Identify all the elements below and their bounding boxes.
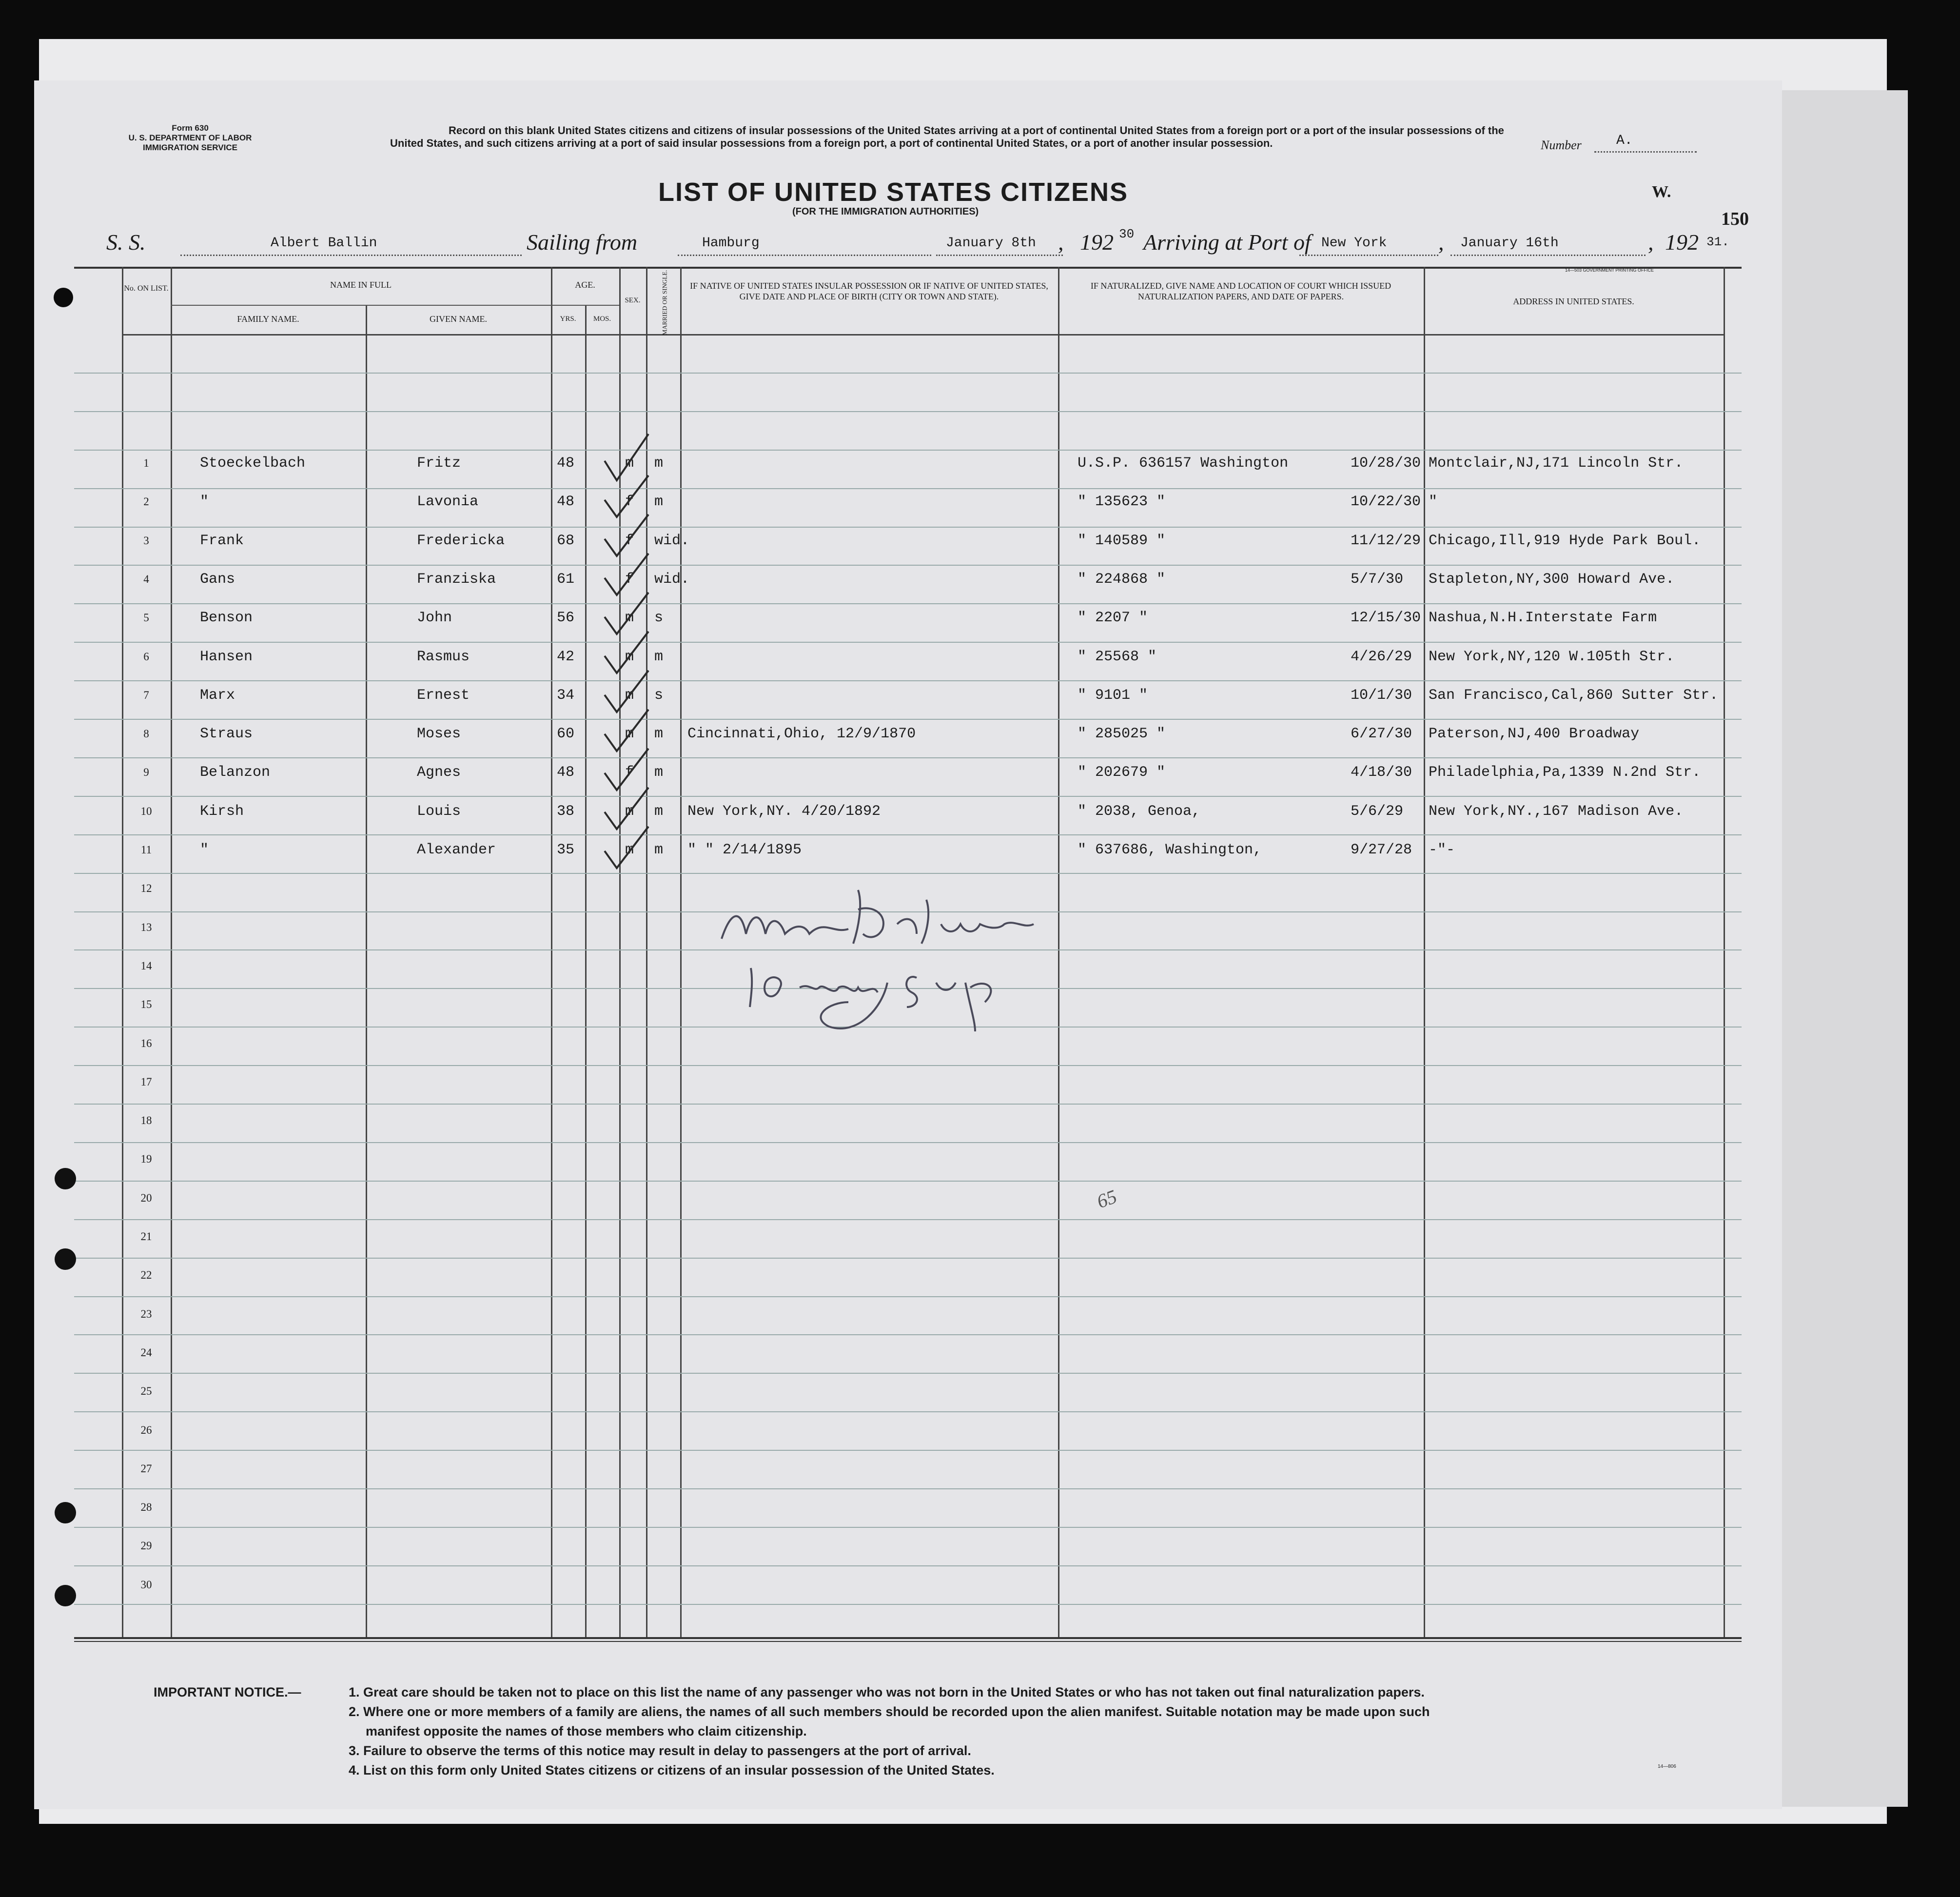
cell-family: Gans [200,571,235,588]
row-rule [74,1488,1742,1489]
cell-family: Belanzon [200,764,271,781]
cell-nat-date: 12/15/30 [1351,610,1421,626]
page-number: 150 [1721,209,1749,229]
cell-given: Agnes [417,764,461,781]
arrival-date-line [1450,255,1646,256]
row-rule [74,719,1742,720]
col-address-header: ADDRESS IN UNITED STATES. [1513,296,1634,306]
cell-nat: " 224868 " [1078,571,1166,588]
cell-address: San Francisco,Cal,860 Sutter Str. [1429,687,1719,704]
cell-nat: " 285025 " [1078,726,1166,742]
row-number: 11 [140,844,152,856]
row-rule [74,411,1742,412]
col-married-wrap [622,270,680,335]
row-rule [74,603,1742,604]
empty-row-number: 14 [140,960,152,972]
comma: , [1648,230,1654,255]
row-number: 9 [143,766,149,778]
cell-sex: m [625,726,634,742]
cell-yrs: 68 [557,533,575,549]
binder-hole [55,1168,76,1189]
empty-row-number: 16 [140,1037,152,1049]
row-rule [74,757,1742,758]
cell-sex: m [625,610,634,626]
cell-sex: m [625,649,634,665]
cell-address: Stapleton,NY,300 Howard Ave. [1429,571,1675,588]
cell-yrs: 61 [557,571,575,588]
cell-given: Rasmus [417,649,470,665]
table-top-rule [74,267,1742,269]
sailing-port: Hamburg [702,236,760,251]
row-rule [74,642,1742,643]
cell-family: " [200,842,209,858]
arrival-date: January 16th [1460,236,1559,251]
form-instructions: Record on this blank United States citizens and citizens of insular possessions of the United States arriving at a port of continental United States from a foreign port or a port of the insular possessions of the United States, and such citizens arriving at a port of said insular possessions from a foreign port, a port of continental United States, or a port of another insular possession. [390,124,1504,149]
notice-heading: IMPORTANT NOTICE.— [154,1685,301,1699]
row-rule [74,796,1742,797]
cell-ms: m [654,764,664,781]
row-rule [74,680,1742,681]
cell-yrs: 60 [557,726,575,742]
row-rule [74,450,1742,451]
row-rule [74,1604,1742,1605]
row-number: 10 [140,805,152,817]
cell-family: Hansen [200,649,253,665]
comma: , [1438,230,1444,255]
ship-name: Albert Ballin [271,236,377,251]
arrival-port-line [1299,255,1438,256]
form-title: LIST OF UNITED STATES CITIZENS [658,178,1128,207]
binder-hole [55,1248,76,1270]
cell-ms: s [654,610,664,626]
cell-sex: m [625,455,634,472]
cell-sex: m [625,687,634,704]
row-rule [74,834,1742,835]
row-rule [74,1104,1742,1105]
arrival-year-suffix: 31. [1706,235,1729,249]
col-sex-header: SEX. [625,296,641,304]
empty-row-number: 20 [140,1192,152,1204]
col-mos-header: MOS. [593,315,611,323]
cell-family: Frank [200,533,244,549]
cell-yrs: 34 [557,687,575,704]
cell-yrs: 35 [557,842,575,858]
cell-yrs: 48 [557,455,575,472]
empty-row-number: 18 [140,1114,152,1126]
cell-family: Kirsh [200,803,244,820]
row-rule [74,1527,1742,1528]
cell-given: Fredericka [417,533,505,549]
cell-given: Lavonia [417,494,479,510]
cell-nat-date: 11/12/29 [1351,533,1421,549]
cell-address: Montclair,NJ,171 Lincoln Str. [1429,455,1684,472]
empty-row-number: 27 [140,1462,152,1475]
arrival-port: New York [1321,236,1387,251]
comma: , [1058,230,1064,255]
row-number: 5 [143,612,149,624]
cell-given: Louis [417,803,461,820]
row-rule [74,1565,1742,1566]
sailing-date: January 8th [946,236,1036,251]
notice-item-2: 2. Where one or more members of a family are aliens, the names of all such members should be recorded upon the alien manifest. Suitable notation may be made upon such [349,1704,1430,1719]
row-rule [74,488,1742,489]
cell-nat-date: 6/27/30 [1351,726,1412,742]
row-number: 6 [143,651,149,663]
notice-item-2-cont: manifest opposite the names of those members who claim citizenship. [366,1724,807,1739]
cell-given: Alexander [417,842,496,858]
ship-line [180,255,522,256]
row-rule [74,1450,1742,1451]
cell-nat: " 637686, Washington, [1078,842,1262,858]
sailing-year-suffix: 30 [1119,227,1135,241]
cell-ms: m [654,803,664,820]
cell-address: Philadelphia,Pa,1339 N.2nd Str. [1429,764,1701,781]
cell-address: New York,NY,120 W.105th Str. [1429,649,1675,665]
inspector-signature [712,861,1117,1036]
notice-item-3: 3. Failure to observe the terms of this notice may result in delay to passengers at the port of arrival. [349,1743,971,1758]
cell-ms: m [654,726,664,742]
binder-hole [54,288,73,307]
row-number: 7 [143,689,149,701]
cell-address: New York,NY.,167 Madison Ave. [1429,803,1684,820]
sailing-label: Sailing from [527,230,638,255]
row-rule [74,1373,1742,1374]
cell-family: " [200,494,209,510]
cell-nat: " 202679 " [1078,764,1166,781]
empty-row-number: 22 [140,1269,152,1281]
row-rule [74,1258,1742,1259]
cell-ms: wid. [654,571,690,588]
cell-yrs: 48 [557,494,575,510]
row-rule [74,1411,1742,1412]
cell-address: " [1429,494,1438,510]
row-rule [74,1065,1742,1066]
row-rule [74,1181,1742,1182]
cell-address: Paterson,NJ,400 Broadway [1429,726,1640,742]
cell-nat: " 2038, Genoa, [1078,803,1201,820]
form-identity [107,123,273,153]
row-number: 3 [143,534,149,547]
stray-pencil-mark: 65 [1094,1185,1120,1213]
empty-row-number: 12 [140,882,152,894]
ss-label: S. S. [106,230,146,255]
col-no-header: No. ON LIST. [124,284,169,293]
cell-nat-date: 4/26/29 [1351,649,1412,665]
cell-sex: f [625,494,634,510]
row-number: 8 [143,728,149,740]
sailing-date-line [936,255,1063,256]
row-rule [74,1334,1742,1335]
col-naturalized-header: IF NATURALIZED, GIVE NAME AND LOCATION OF COURT WHICH ISSUED NATURALIZATION PAPERS, AND DATE OF PAPERS. [1090,281,1392,301]
cell-nat-date: 5/7/30 [1351,571,1404,588]
manifest-sheet [34,80,1782,1809]
cell-nat-date: 9/27/28 [1351,842,1412,858]
cell-sex: m [625,803,634,820]
cell-sex: f [625,764,634,781]
col-divider [366,305,367,1637]
col-married-header: MARRIED OR SINGLE. [661,270,668,335]
form-subtitle: (FOR THE IMMIGRATION AUTHORITIES) [792,206,979,217]
cell-sex: f [625,571,634,588]
col-age-header: AGE. [575,280,595,290]
adjacent-page-edge [1780,90,1908,1807]
arrival-year-prefix: 192 [1665,230,1699,255]
cell-nat-date: 10/28/30 [1351,455,1421,472]
binder-hole [55,1585,76,1606]
cell-nat: U.S.P. 636157 Washington [1078,455,1289,472]
row-rule [74,1219,1742,1220]
cell-address: -"- [1429,842,1455,858]
col-divider [551,267,552,1637]
cell-nat-date: 4/18/30 [1351,764,1412,781]
cell-nat-date: 5/6/29 [1351,803,1404,820]
empty-row-number: 24 [140,1346,152,1359]
col-name-header: NAME IN FULL [330,280,392,290]
cell-address: Nashua,N.H.Interstate Farm [1429,610,1657,626]
row-rule [74,1142,1742,1143]
header-bottom-rule [122,334,1724,336]
empty-row-number: 23 [140,1308,152,1320]
printer-note: 14—503 GOVERNMENT PRINTING OFFICE [1565,268,1654,273]
empty-row-number: 13 [140,921,152,933]
col-divider [1424,267,1425,1637]
cell-nat: " 140589 " [1078,533,1166,549]
service: IMMIGRATION SERVICE [143,143,237,152]
col-divider [1724,267,1725,1637]
empty-row-number: 26 [140,1424,152,1436]
number-label: Number [1541,138,1582,152]
checkmark-column [595,329,702,875]
notice-item-4: 4. List on this form only United States citizens or citizens of an insular possession of the United States. [349,1763,995,1778]
cell-nat-date: 10/1/30 [1351,687,1412,704]
cell-yrs: 48 [557,764,575,781]
number-value: A. [1616,133,1633,148]
binder-hole [55,1502,76,1523]
cell-nat: " 2207 " [1078,610,1148,626]
cell-ms: m [654,494,664,510]
cell-given: Fritz [417,455,461,472]
form-number: Form 630 [172,123,209,133]
table-bottom-rule-2 [74,1641,1742,1642]
empty-row-number: 30 [140,1579,152,1591]
cell-given: Ernest [417,687,470,704]
age-subheader-rule [551,305,619,306]
col-given-header: GIVEN NAME. [430,314,487,324]
col-divider [585,305,587,1637]
cell-yrs: 42 [557,649,575,665]
sailing-year-prefix: 192 [1080,230,1114,255]
number-line [1594,151,1697,153]
row-rule [74,565,1742,566]
empty-row-number: 25 [140,1385,152,1397]
arriving-label: Arriving at Port of [1143,230,1311,255]
cell-birth: Cincinnati,Ohio, 12/9/1870 [687,726,916,742]
cell-given: Franziska [417,571,496,588]
footer-code: 14—806 [1658,1764,1676,1769]
cell-family: Benson [200,610,253,626]
cell-family: Straus [200,726,253,742]
department: U. S. DEPARTMENT OF LABOR [128,133,252,142]
empty-row-number: 29 [140,1540,152,1552]
cell-sex: m [625,842,634,858]
col-family-header: FAMILY NAME. [237,314,299,324]
corner-mark: W. [1652,183,1671,201]
cell-ms: m [654,842,664,858]
name-subheader-rule [171,305,551,306]
cell-nat: " 9101 " [1078,687,1148,704]
row-number: 2 [143,495,149,508]
cell-family: Marx [200,687,235,704]
cell-ms: s [654,687,664,704]
row-rule [74,373,1742,374]
notice-item-1: 1. Great care should be taken not to place on this list the name of any passenger who was not born in the United States or who has not taken out final naturalization papers. [349,1685,1425,1699]
cell-nat: " 135623 " [1078,494,1166,510]
empty-row-number: 15 [140,998,152,1010]
cell-nat-date: 10/22/30 [1351,494,1421,510]
cell-family: Stoeckelbach [200,455,306,472]
cell-address: Chicago,Ill,919 Hyde Park Boul. [1429,533,1701,549]
cell-birth: " " 2/14/1895 [687,842,802,858]
cell-yrs: 56 [557,610,575,626]
cell-birth: New York,NY. 4/20/1892 [687,803,881,820]
row-number: 4 [143,573,149,585]
cell-given: Moses [417,726,461,742]
cell-ms: m [654,455,664,472]
row-rule [74,1296,1742,1297]
cell-ms: m [654,649,664,665]
sailing-port-line [678,255,931,256]
row-rule [74,527,1742,528]
cell-ms: wid. [654,533,690,549]
table-bottom-rule [74,1637,1742,1639]
col-divider [171,267,172,1637]
cell-yrs: 38 [557,803,575,820]
col-yrs-header: YRS. [560,315,576,323]
empty-row-number: 17 [140,1076,152,1088]
cell-given: John [417,610,452,626]
empty-row-number: 28 [140,1501,152,1513]
cell-sex: f [625,533,634,549]
empty-row-number: 19 [140,1153,152,1165]
row-number: 1 [143,457,149,469]
col-birth-header: IF NATIVE OF UNITED STATES INSULAR POSSESSION OR IF NATIVE OF UNITED STATES, GIVE DATE AND PLACE OF BIRTH (CITY OR TOWN AND STATE). [690,281,1048,301]
empty-row-number: 21 [140,1230,152,1243]
cell-nat: " 25568 " [1078,649,1157,665]
